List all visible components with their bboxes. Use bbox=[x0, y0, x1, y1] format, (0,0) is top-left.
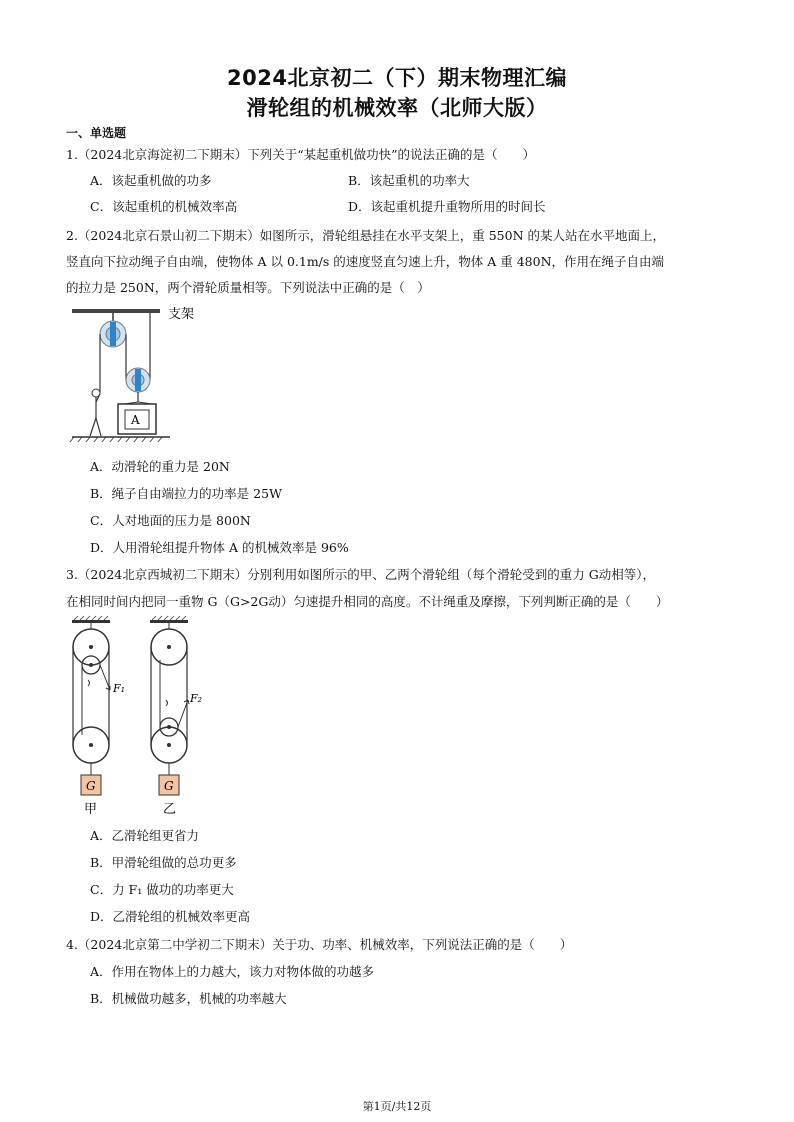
question-2-option-a[interactable]: A．动滑轮的重力是 20N bbox=[90, 459, 230, 474]
question-1-stem: 1.（2024北京海淀初二下期末）下列关于“某起重机做功快”的说法正确的是（ ） bbox=[66, 147, 536, 162]
question-4-option-b[interactable]: B．机械做功越多，机械的功率越大 bbox=[90, 991, 287, 1006]
document-title-line2: 滑轮组的机械效率（北师大版） bbox=[246, 96, 548, 120]
question-2-stem-line1: 2.（2024北京石景山初二下期末）如图所示，滑轮组悬挂在水平支架上，重 550N 的某人站在水平地面上， bbox=[66, 228, 665, 243]
right-weight-label: G bbox=[164, 779, 174, 793]
question-1-option-a[interactable]: A．该起重机做的功多 bbox=[90, 173, 212, 188]
question-3-option-d[interactable]: D．乙滑轮组的机械效率更高 bbox=[90, 909, 251, 924]
label-yi: 乙 bbox=[163, 802, 177, 817]
question-1-option-b[interactable]: B．该起重机的功率大 bbox=[348, 173, 470, 188]
support-label: 支架 bbox=[168, 307, 195, 322]
label-jia: 甲 bbox=[84, 802, 98, 817]
left-weight-label: G bbox=[86, 779, 96, 793]
page-footer: 第1页/共12页 bbox=[362, 1100, 432, 1113]
question-2-stem-line2: 竖直向下拉动绳子自由端，使物体 A 以 0.1m/s 的速度竖直匀速上升，物体 A 重 480N，作用在绳子自由端 bbox=[66, 254, 665, 269]
question-3-option-c[interactable]: C．力 F₁ 做功的功率更大 bbox=[90, 882, 234, 897]
force-f2-label: F₂ bbox=[190, 692, 203, 705]
question-2-stem-line3: 的拉力是 250N，两个滑轮质量相等。下列说法中正确的是（ ） bbox=[66, 280, 430, 295]
question-3-stem-line2: 在相同时间内把同一重物 G（G>2G动）匀速提升相同的高度。不计绳重及摩擦，下列判断正确的是（ ） bbox=[66, 594, 669, 609]
question-3-option-b[interactable]: B．甲滑轮组做的总功更多 bbox=[90, 855, 237, 870]
question-3-stem-line1: 3.（2024北京西城初二下期末）分别利用如图所示的甲、乙两个滑轮组（每个滑轮受到的重力 G动相等）， bbox=[66, 567, 655, 582]
document-title-line1: 2024北京初二（下）期末物理汇编 bbox=[227, 66, 567, 90]
block-a-label: A bbox=[131, 413, 140, 427]
question-3-option-a[interactable]: A．乙滑轮组更省力 bbox=[90, 828, 200, 843]
section-heading: 一、单选题 bbox=[66, 126, 127, 140]
question-4-option-a[interactable]: A．作用在物体上的力越大，该力对物体做的功越多 bbox=[90, 964, 375, 979]
question-1-option-d[interactable]: D．该起重机提升重物所用的时间长 bbox=[348, 199, 546, 214]
question-2-option-d[interactable]: D．人用滑轮组提升物体 A 的机械效率是 96% bbox=[90, 540, 349, 555]
question-1-option-c[interactable]: C．该起重机的机械效率高 bbox=[90, 199, 238, 214]
question-2-option-b[interactable]: B．绳子自由端拉力的功率是 25W bbox=[90, 486, 282, 501]
question-4-stem: 4.（2024北京第二中学初二下期末）关于功、功率、机械效率，下列说法正确的是（ ） bbox=[66, 937, 573, 952]
force-f1-label: F₁ bbox=[113, 682, 126, 695]
question-2-option-c[interactable]: C．人对地面的压力是 800N bbox=[90, 513, 251, 528]
